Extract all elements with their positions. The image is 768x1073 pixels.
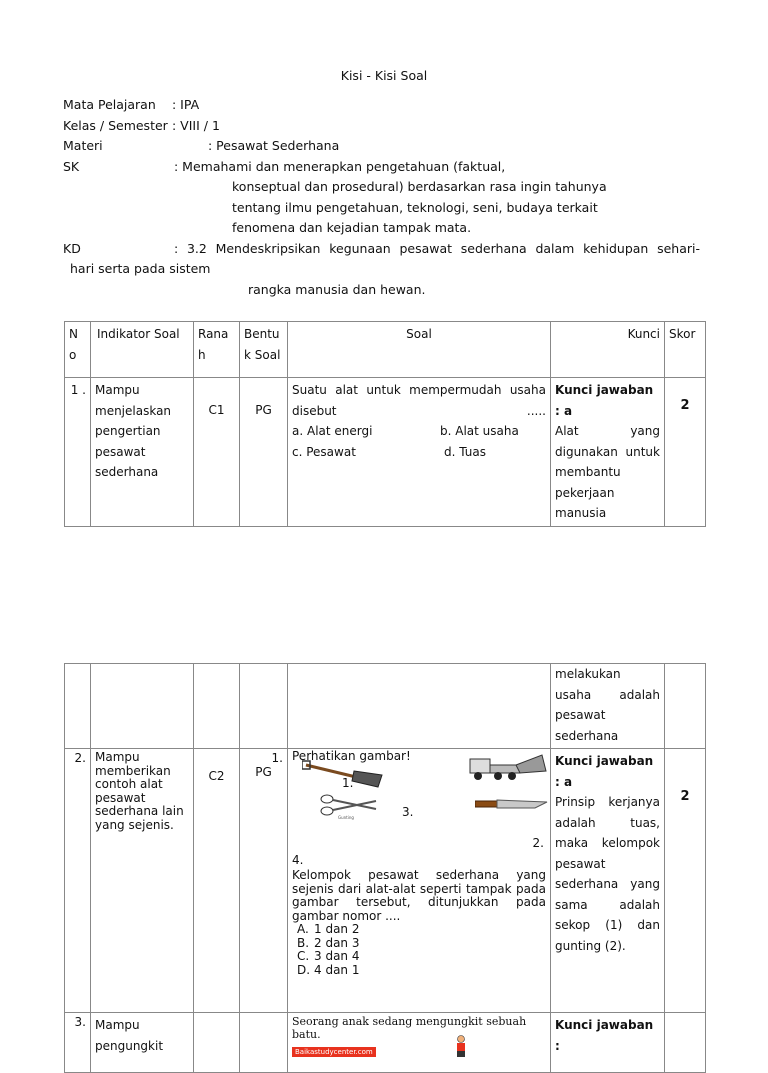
row1-kunci-text: Alat yang digunakan untuk membantu pekerjaan manusia: [555, 424, 660, 520]
table-row: [65, 378, 706, 527]
row1-opt-c: c. Pesawat: [292, 444, 356, 459]
row1-options-cd: [292, 442, 546, 463]
row3-kunci-title: Kunci jawaban :: [551, 1013, 665, 1073]
row1-kunci-title: Kunci jawaban : a: [555, 383, 654, 418]
row2-kunci-cell: [551, 749, 665, 1013]
row2-option: B. 2 dan 3: [297, 935, 360, 950]
row2-kunci-text: Prinsip kerjanya adalah tuas, maka kelompok pesawat sederhana yang sama adalah sekop (1) dan gunting (2).: [555, 795, 660, 953]
row3-no: 3.: [65, 1013, 91, 1073]
table-header-row: [65, 322, 706, 378]
row2-label-2: 2.: [532, 836, 544, 850]
row2-soal-text: Kelompok pesawat sederhana yang sejenis dari alat-alat seperti tampak pada gambar tersebut, ditunjukkan pada gambar nomor ....: [292, 868, 546, 923]
col-bentuk: Bentuk Soal: [240, 322, 288, 378]
sk-label: SK: [63, 158, 80, 174]
row1-options-ab: [292, 421, 546, 442]
child-figure-icon: [454, 1035, 468, 1057]
row2-label-3: 3.: [402, 805, 414, 819]
row1-soal: Suatu alat untuk mempermudah usaha disebut .....: [292, 383, 546, 418]
row1-soal-cell: [288, 378, 551, 527]
page-title: Kisi - Kisi Soal: [340, 68, 428, 83]
row2-ranah: C2: [194, 749, 240, 1013]
row2-option: A. 1 dan 2: [297, 922, 360, 936]
knife-icon: [475, 797, 550, 811]
kd-line-2: hari serta pada sistem: [70, 261, 211, 276]
materi-label: Materi: [63, 138, 103, 153]
row2-option: C. 3 dan 4: [297, 949, 360, 963]
col-ranah: Ranah: [194, 322, 240, 378]
table-row: [65, 1013, 706, 1073]
row3-indikator: Mampu pengungkit: [91, 1013, 194, 1073]
sk-line-1: : Memahami dan menerapkan pengetahuan (faktual,: [174, 158, 506, 174]
kisi-table: [64, 321, 706, 527]
row2-label-1: 1.: [342, 776, 354, 790]
mapel-label: Mata Pelajaran: [63, 97, 156, 112]
kelas-label: Kelas / Semester: [63, 117, 168, 133]
row3-watermark: Baikastudycenter.com: [292, 1047, 376, 1057]
sk-line-3: tentang ilmu pengetahuan, teknologi, seni, budaya terkait: [232, 199, 598, 215]
row2-no: 2.: [65, 749, 91, 1013]
cont-kunci-text: melakukan usaha adalah pesawat sederhana: [551, 664, 665, 749]
row2-option: D. 4 dan 1: [297, 962, 360, 977]
row3-soal: Seorang anak sedang mengungkit sebuah batu.: [292, 1015, 527, 1041]
header-block: [0, 95, 768, 305]
wheelbarrow-truck-icon: [468, 751, 548, 783]
scissors-caption: Gunting: [338, 815, 354, 820]
mapel-value: : IPA: [172, 97, 200, 112]
col-skor: Skor: [665, 322, 706, 378]
sk-line-2: konseptual dan prosedural) berdasarkan rasa ingin tahunya: [232, 179, 607, 194]
row2-label-4: 4.: [292, 853, 304, 867]
row2-kunci-title: Kunci jawaban : a: [555, 754, 654, 789]
row2-soal-cell: [288, 749, 551, 1013]
sk-line-4: fenomena dan kejadian tampak mata.: [232, 220, 472, 235]
materi-value: : Pesawat Sederhana: [208, 138, 340, 153]
col-no: N o: [65, 322, 91, 378]
row1-ranah: C1: [194, 378, 240, 527]
row1-skor: 2: [665, 378, 706, 527]
row2-bentuk: PG: [255, 765, 272, 779]
row1-opt-b: b. Alat usaha: [440, 424, 519, 438]
row3-soal-cell: [288, 1013, 551, 1073]
kd-line-1: : 3.2 Mendeskripsikan kegunaan pesawat sederhana dalam kehidupan sehari-: [174, 240, 700, 256]
row2-bentuk-num: 1.: [271, 751, 283, 765]
row2-options: [292, 923, 546, 977]
col-soal: Soal: [288, 322, 551, 378]
row1-no: 1 .: [65, 378, 91, 527]
row1-indikator: Mampu menjelaskan pengertian pesawat sederhana: [91, 378, 194, 527]
row1-opt-d: d. Tuas: [444, 444, 486, 459]
table-row: [65, 749, 706, 1013]
table-row-continued: [65, 664, 706, 749]
row2-soal-intro: Perhatikan gambar!: [292, 749, 411, 763]
col-indikator: Indikator Soal: [91, 322, 194, 378]
row2-indikator: Mampu memberikan contoh alat pesawat sederhana lain yang sejenis.: [91, 749, 194, 1013]
row2-bentuk-cell: [240, 749, 288, 1013]
kd-label: KD: [63, 240, 81, 256]
kelas-value: : VIII / 1: [172, 117, 220, 133]
kisi-table-continued: [64, 663, 706, 1073]
row1-bentuk: PG: [240, 378, 288, 527]
col-kunci: Kunci: [551, 322, 665, 378]
kd-line-3: rangka manusia dan hewan.: [248, 281, 426, 297]
row1-kunci-cell: [551, 378, 665, 527]
row2-figure-area: [292, 749, 546, 869]
row2-skor: 2: [665, 749, 706, 1013]
row1-opt-a: a. Alat energi: [292, 424, 373, 438]
